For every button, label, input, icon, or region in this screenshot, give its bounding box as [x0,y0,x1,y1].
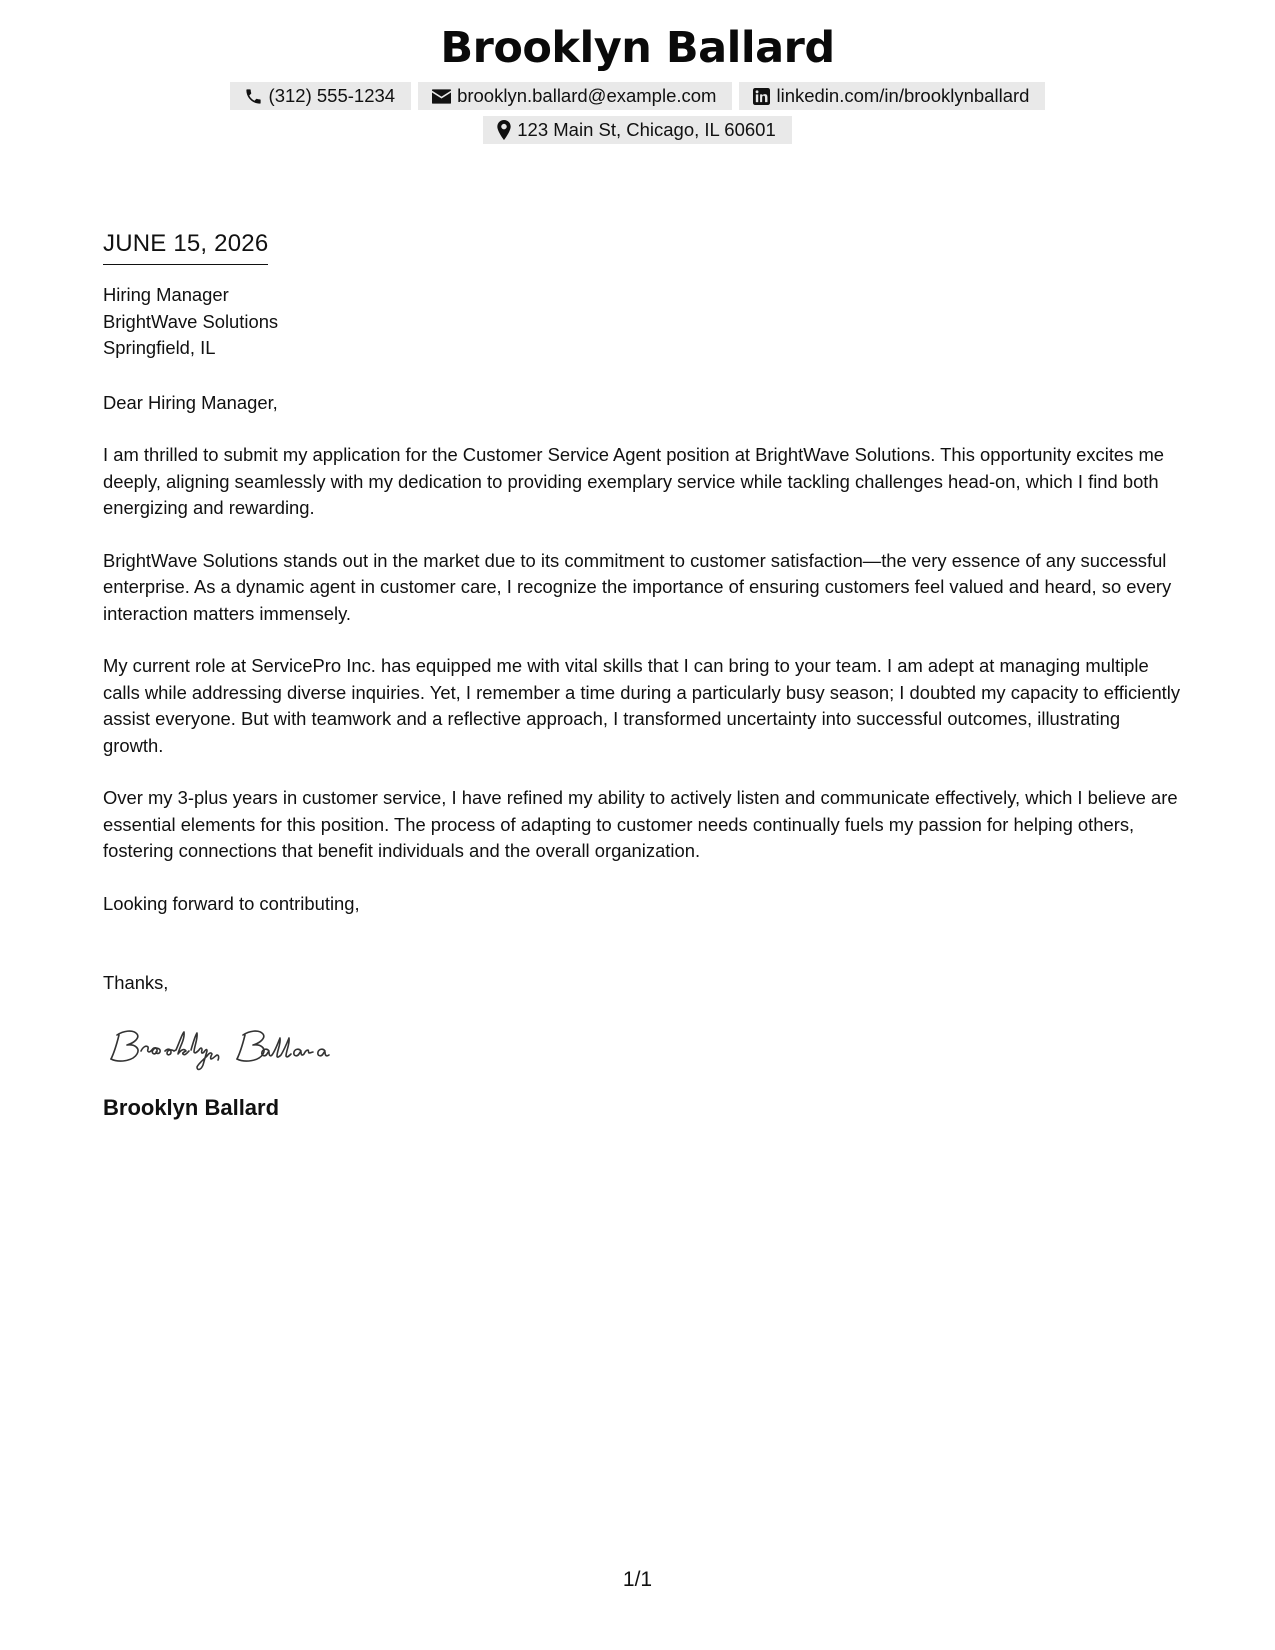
phone-text: (312) 555-1234 [268,85,396,106]
body-paragraph: I am thrilled to submit my application for the Customer Service Agent position at BrightWave Solutions. This opportunity excites me deeply, aligning seamlessly with my dedication to providing exemplary service while tackling challenges head-on, which I find both energizing and rewarding. [103,444,1165,518]
address-chip [483,116,792,144]
recipient-title: Hiring Manager [103,284,229,305]
map-pin-icon [497,120,511,140]
closing-line: Looking forward to contributing, [103,892,360,914]
recipient-company: BrightWave Solutions [103,310,279,332]
email-chip [418,82,732,110]
signature-graphic [103,1021,373,1081]
linkedin-icon [753,88,770,105]
letter-body [103,226,1183,1123]
sign-off: Thanks, [103,972,169,993]
phone-icon [244,87,263,106]
linkedin-chip [739,82,1045,110]
address-text: 123 Main St, Chicago, IL 60601 [517,119,776,140]
letter-header [0,20,1275,144]
body-paragraph: Over my 3-plus years in customer service, I have refined my ability to actively listen and communicate effectively, which I believe are essential elements for this position. The process of adapting to customer needs continually fuels my passion for helping others, fostering connections that benefit individuals and the overall organization. [103,787,1178,861]
handwritten-signature [103,1021,1183,1081]
contact-row-primary [0,82,1275,110]
salutation: Dear Hiring Manager, [103,391,278,413]
applicant-name: Brooklyn Ballard [440,23,835,73]
printed-name: Brooklyn Ballard [103,1094,280,1120]
recipient-block [103,282,1183,362]
contact-row-secondary [0,116,1275,144]
page-indicator: 1/1 [622,1568,653,1591]
recipient-location: Springfield, IL [103,337,216,358]
phone-chip [230,82,412,110]
body-paragraph: BrightWave Solutions stands out in the market due to its commitment to customer satisfaction—the very essence of any successful enterprise. As a dynamic agent in customer care, I recognize the importance of ensuring customers feel valued and heard, so every interaction matters immensely. [103,549,1172,624]
linkedin-text: linkedin.com/in/brooklynballard [776,85,1030,106]
envelope-icon [432,89,451,104]
email-text: brooklyn.ballard@example.com [457,85,717,106]
letter-date: JUNE 15, 2026 [103,226,268,265]
body-paragraph: My current role at ServicePro Inc. has equipped me with vital skills that I can bring to your team. I am adept at managing multiple calls while addressing diverse inquiries. Yet, I remember a time during a particularly busy season; I doubted my capacity to efficiently assist everyone. But with teamwork and a reflective approach, I transformed uncertainty into successful outcomes, illustrating growth. [103,655,1181,756]
